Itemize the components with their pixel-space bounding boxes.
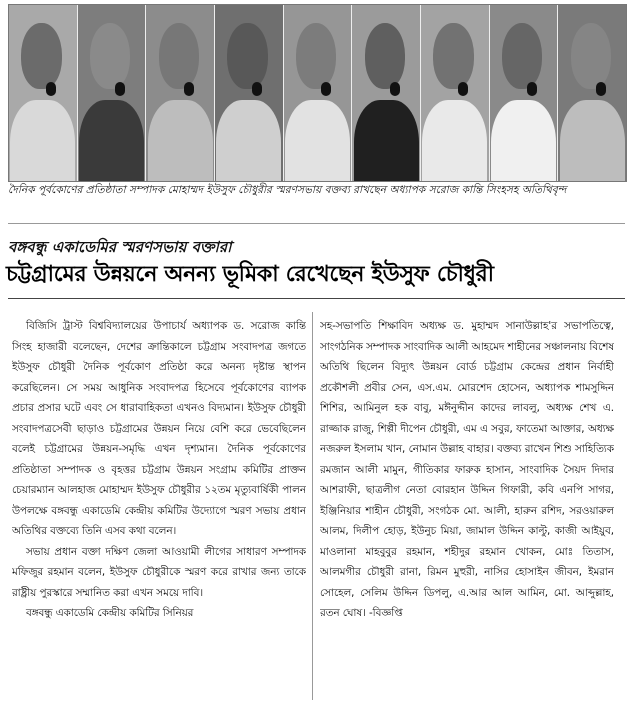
speaker-photo [146, 5, 215, 181]
paragraph: বঙ্গবন্ধু একাডেমি কেন্দ্রীয় কমিটির সিনিয়র [26, 607, 194, 619]
headline: চট্টগ্রামের উন্নয়নে অনন্য ভূমিকা রেখেছেন ইউসুফ চৌধুরী [6, 262, 494, 287]
microphone-icon [115, 82, 125, 96]
microphone-icon [184, 82, 194, 96]
speaker-photo [558, 5, 626, 181]
microphone-icon [46, 82, 56, 96]
microphone-icon [527, 82, 537, 96]
paragraph: সহ-সভাপতি শিক্ষাবিদ অধ্যক্ষ ড. মুহাম্মদ সানাউল্লাহ'র সভাপতিত্বে, সাংগঠনিক সম্পাদক সাংবাদিক আলী আহমেদ শাহীনের সঞ্চালনায় বিশেষ অতিথি ছিলেন বিদ্যুৎ উন্নয়ন বোর্ড চট্টগ্রাম কেন্দ্রের প্রধান নির্বাহী প্রকৌশলী প্রবীর সেন, এস.এম. মোরশেদ হোসেন, অধ্যাপক শামসুদ্দিন শিশির, আমিনুল হক বাবু, মঈনুদ্দীন কাদের লাবলু, অধ্যক্ষ শেখ এ. রাজ্জাক রাজু, শিল্পী দীপেন চৌধুরী, এম এ সবুর, ফাতেমা আক্তার, অধ্যক্ষ নজরুল ইসলাম খান, নোমান উল্লাহ বাহার। বক্তব্য রাখেন শিশু সাহিত্যিক রমজান আলী মামুন, গীতিকার ফারুক হাসান, সাংবাদিক সৈয়দ দিদার আশরাফী, ছাত্রলীগ নেতা বোরহান উদ্দিন গিফারী, কবি এনপি সাগর, ইঞ্জিনিয়ার শাহীন চৌধুরী, সংগঠক মো. আলী, হারুন রশিদ, সরওয়ারুল আলম, দিলীপ হোড়, ইউনুচ মিয়া, জামাল উদ্দিন কাল্টু, কাজী আইয়ুব, মাওলানা মাহবুবুর রহমান, শহীদুর রহমান খোকন, মোঃ তিতাস, আলমগীর চৌধুরী রানা, রিমন মুহুরী, নাসির হোসাইন জীবন, ইমরান সোহেল, সেলিম উদ্দিন ডিপলু, এ.আর আল আমিন, মো. আব্দুল্লাহ, রতন ঘোষ। -বিজ্ঞপ্তি [320, 320, 614, 619]
paragraph: সভায় প্রধান বক্তা দক্ষিণ জেলা আওয়ামী লীগের সাধারণ সম্পাদক মফিজুর রহমান বলেন, ইউসুফ চৌধুরীকে স্মরণ করে রাখার জন্য তাকে রাষ্ট্রীয় পুরস্কারে সম্মানিত করা এখন সময়ে দাবি। [12, 545, 306, 599]
paragraph: বিজিসি ট্রাস্ট বিশ্ববিদ্যালয়ের উপাচার্য অধ্যাপক ড. সরোজ কান্তি সিংহ হাজারী বলেছেন, দেশের ক্রান্তিকালে চট্টগ্রাম সংবাদপত্র জগতে ইউসুফ চৌধুরী দৈনিক পূর্বকোণ প্রতিষ্ঠা করে অনন্য দৃষ্টান্ত স্থাপন করেছিলেন। সে সময় আধুনিক সংবাদপত্র হিসেবে পূর্বকোণের ব্যাপক প্রচার প্রসার ঘটে এবং সে ধারাবাহিকতা এখনও বিদ্যমান। ইউসুফ চৌধুরী সংবাদপত্রসেবী ছাড়াও চট্টগ্রামের উন্নয়ন নিয়ে বেশি করে ভেবেছিলেন বলেই চট্টগ্রামের উন্নয়ন-সমৃদ্ধি এখন দৃশ্যমান। দৈনিক পূর্বকোণের প্রতিষ্ঠাতা সম্পাদক ও বৃহত্তর চট্টগ্রাম উন্নয়ন সংগ্রাম কমিটির প্রাক্তন চেয়ারম্যান আলহাজ মোহাম্মদ ইউসুফ চৌধুরীর ১২তম মৃত্যুবার্ষিকী পালন উপলক্ষে বঙ্গবন্ধু একাডেমি কেন্দ্রীয় কমিটির উদ্যোগে স্মরণ সভায় প্রধান অতিথির বক্তব্যে তিনি এসব কথা বলেন। [12, 320, 306, 537]
speaker-photo [284, 5, 353, 181]
article-column-left [12, 316, 306, 700]
speaker-photo [421, 5, 490, 181]
microphone-icon [390, 82, 400, 96]
photo-caption: দৈনিক পূর্বকোণের প্রতিষ্ঠাতা সম্পাদক মোহাম্মদ ইউসুফ চৌধুরীর স্মরণসভায় বক্তব্য রাখছেন অধ্যাপক সরোজ কান্তি সিংহসহ অতিথিবৃন্দ [8, 181, 625, 224]
column-divider [312, 312, 313, 700]
microphone-icon [596, 82, 606, 96]
article-column-right [320, 316, 614, 700]
headline-divider [8, 298, 625, 299]
speaker-photo [78, 5, 147, 181]
speakers-photo-strip [8, 4, 627, 182]
speaker-photo [215, 5, 284, 181]
kicker: বঙ্গবন্ধু একাডেমির স্মরণসভায় বক্তারা [8, 238, 232, 256]
speaker-photo [9, 5, 78, 181]
microphone-icon [321, 82, 331, 96]
speaker-photo [490, 5, 559, 181]
speaker-photo [352, 5, 421, 181]
